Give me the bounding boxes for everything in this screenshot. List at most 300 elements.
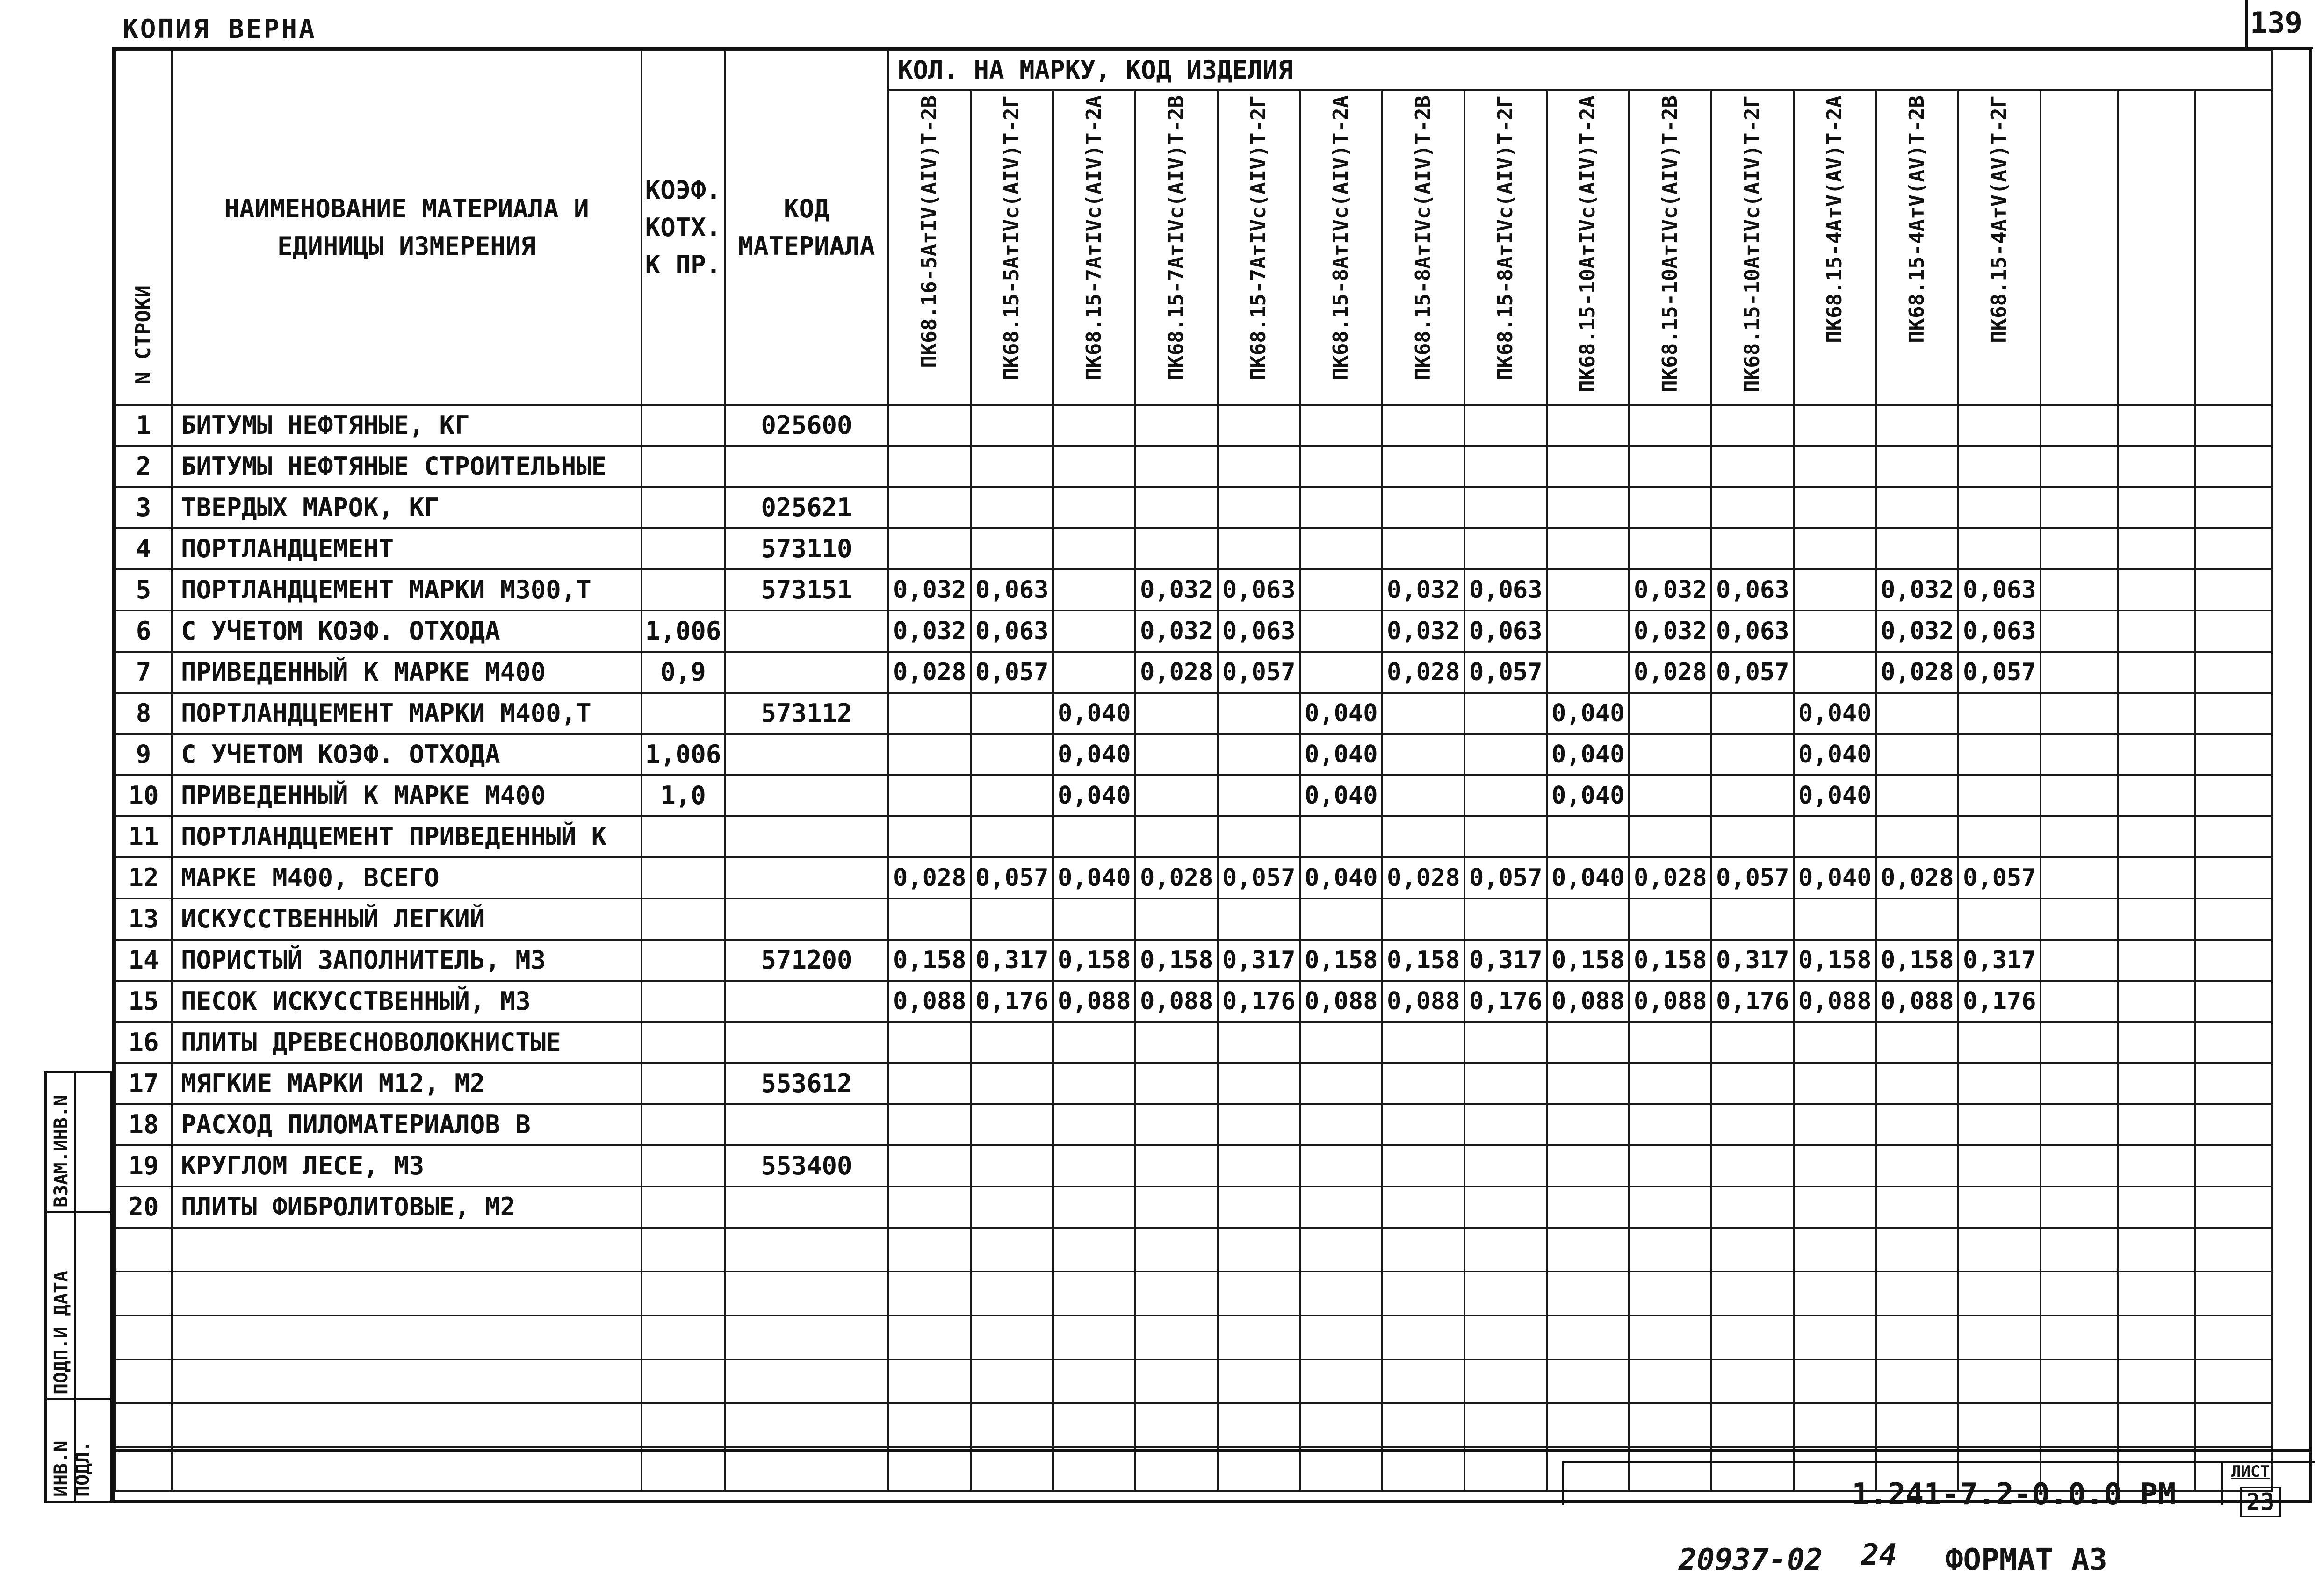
blank-cell — [1464, 1272, 1547, 1316]
quantity-cell — [2118, 446, 2195, 487]
row-number: 3 — [115, 487, 172, 528]
quantity-cell: 0,028 — [1135, 652, 1218, 693]
quantity-cell — [1711, 899, 1794, 940]
quantity-cell — [888, 1022, 971, 1063]
quantity-cell — [1300, 1145, 1382, 1186]
blank-cell — [971, 1359, 1053, 1403]
quantity-cell: 0,028 — [1382, 652, 1464, 693]
quantity-cell: 0,063 — [1711, 611, 1794, 652]
material-code — [725, 899, 888, 940]
material-name: ПОРТЛАНДЦЕМЕНТ МАРКИ М400,Т — [172, 693, 642, 734]
blank-cell — [1711, 1272, 1794, 1316]
quantity-cell — [1958, 734, 2041, 775]
quantity-cell — [1629, 693, 1711, 734]
material-code — [725, 652, 888, 693]
product-code-header — [1629, 90, 1711, 405]
row-number: 9 — [115, 734, 172, 775]
blank-cell — [2195, 1228, 2272, 1272]
product-code-header — [2041, 90, 2118, 405]
quantity-cell: 0,088 — [1794, 981, 1876, 1022]
quantity-cell — [2195, 1022, 2272, 1063]
quantity-cell: 0,063 — [971, 611, 1053, 652]
quantity-cell: 0,176 — [971, 981, 1053, 1022]
material-code: 573151 — [725, 569, 888, 611]
quantity-cell — [1464, 1186, 1547, 1228]
quantity-cell — [1794, 487, 1876, 528]
quantity-cell: 0,032 — [1629, 611, 1711, 652]
material-name: БИТУМЫ НЕФТЯНЫЕ, КГ — [172, 405, 642, 446]
quantity-cell — [1218, 528, 1300, 569]
blank-cell — [115, 1359, 172, 1403]
quantity-cell — [2195, 940, 2272, 981]
quantity-cell — [2118, 940, 2195, 981]
quantity-cell — [2041, 487, 2118, 528]
material-name: ПОРТЛАНДЦЕМЕНТ МАРКИ М300,Т — [172, 569, 642, 611]
quantity-cell — [1218, 816, 1300, 857]
blank-row — [115, 1359, 2272, 1403]
blank-cell — [2041, 1272, 2118, 1316]
quantity-cell — [1958, 899, 2041, 940]
quantity-cell — [2118, 611, 2195, 652]
product-code-label: ПК68.16-5АтIV(AIV)Т-2В — [917, 95, 941, 368]
footer-page-number: 24 — [1861, 1538, 1897, 1573]
row-number: 8 — [115, 693, 172, 734]
table-row — [115, 652, 2272, 693]
blank-cell — [1876, 1228, 1958, 1272]
quantity-cell — [1135, 816, 1218, 857]
quantity-cell — [1547, 569, 1629, 611]
product-code-header — [1218, 90, 1300, 405]
blank-cell — [2195, 1316, 2272, 1359]
quantity-cell: 0,032 — [1876, 569, 1958, 611]
quantity-cell — [1382, 1063, 1464, 1104]
quantity-cell: 0,028 — [888, 652, 971, 693]
quantity-cell: 0,158 — [1547, 940, 1629, 981]
quantity-cell — [2118, 734, 2195, 775]
coefficient — [642, 981, 725, 1022]
product-code-label: ПК68.15-7АтIVс(AIV)Т-2Г — [1247, 95, 1270, 381]
coefficient — [642, 940, 725, 981]
quantity-cell — [2118, 569, 2195, 611]
quantity-cell: 0,063 — [1218, 569, 1300, 611]
quantity-cell — [971, 775, 1053, 816]
material-code: 573112 — [725, 693, 888, 734]
quantity-cell — [1629, 1022, 1711, 1063]
quantity-cell — [2041, 816, 2118, 857]
quantity-cell: 0,040 — [1547, 857, 1629, 899]
quantity-cell: 0,176 — [1464, 981, 1547, 1022]
quantity-cell — [1053, 569, 1135, 611]
quantity-cell — [1464, 1063, 1547, 1104]
blank-cell — [1794, 1316, 1876, 1359]
quantity-cell: 0,040 — [1053, 857, 1135, 899]
quantity-cell: 0,040 — [1794, 734, 1876, 775]
quantity-cell — [1629, 446, 1711, 487]
quantity-cell — [2195, 816, 2272, 857]
quantity-cell — [1300, 528, 1382, 569]
quantity-cell — [1135, 405, 1218, 446]
quantity-cell — [1464, 734, 1547, 775]
row-number: 1 — [115, 405, 172, 446]
quantity-cell — [1629, 734, 1711, 775]
quantity-cell — [888, 693, 971, 734]
margin-stamp-strip — [44, 1071, 112, 1503]
blank-cell — [1218, 1316, 1300, 1359]
quantity-cell — [1053, 487, 1135, 528]
blank-cell — [1053, 1228, 1135, 1272]
quantity-cell — [1464, 487, 1547, 528]
blank-cell — [115, 1228, 172, 1272]
quantity-cell — [2195, 446, 2272, 487]
material-name: ПОРТЛАНДЦЕМЕНТ ПРИВЕДЕННЫЙ К — [172, 816, 642, 857]
table-row — [115, 1022, 2272, 1063]
quantity-cell — [1958, 1104, 2041, 1145]
material-code: 573110 — [725, 528, 888, 569]
blank-cell — [172, 1447, 642, 1491]
quantity-cell — [1547, 405, 1629, 446]
quantity-cell: 0,040 — [1547, 775, 1629, 816]
product-code-header — [1958, 90, 2041, 405]
quantity-cell — [888, 446, 971, 487]
quantity-cell: 0,040 — [1053, 734, 1135, 775]
quantity-cell — [888, 1145, 971, 1186]
quantity-cell — [2118, 775, 2195, 816]
quantity-cell — [1464, 899, 1547, 940]
quantity-cell — [2195, 405, 2272, 446]
quantity-cell — [1547, 487, 1629, 528]
quantity-cell — [1382, 405, 1464, 446]
quantity-cell — [888, 528, 971, 569]
product-code-header — [1547, 90, 1629, 405]
quantity-cell — [971, 899, 1053, 940]
quantity-cell — [1547, 1022, 1629, 1063]
blank-row — [115, 1228, 2272, 1272]
blank-cell — [2118, 1403, 2195, 1447]
table-row — [115, 1063, 2272, 1104]
coefficient: 1,0 — [642, 775, 725, 816]
quantity-cell — [888, 1104, 971, 1145]
table-row — [115, 775, 2272, 816]
header-row-group — [115, 50, 2272, 90]
product-code-header — [1794, 90, 1876, 405]
quantity-cell — [1794, 405, 1876, 446]
material-code — [725, 816, 888, 857]
quantity-cell — [1135, 446, 1218, 487]
quantity-cell: 0,088 — [1876, 981, 1958, 1022]
quantity-cell — [1300, 405, 1382, 446]
blank-cell — [1053, 1447, 1135, 1491]
blank-cell — [1382, 1316, 1464, 1359]
quantity-cell — [971, 1022, 1053, 1063]
table-row — [115, 734, 2272, 775]
quantity-cell: 0,063 — [971, 569, 1053, 611]
quantity-cell — [1135, 1063, 1218, 1104]
quantity-cell: 0,088 — [1135, 981, 1218, 1022]
quantity-cell — [1300, 1104, 1382, 1145]
quantity-cell: 0,158 — [1794, 940, 1876, 981]
quantity-cell — [1135, 1104, 1218, 1145]
quantity-cell — [971, 1186, 1053, 1228]
quantity-cell — [2041, 734, 2118, 775]
quantity-cell — [1794, 816, 1876, 857]
product-code-header — [2195, 90, 2272, 405]
quantity-cell — [2195, 1104, 2272, 1145]
blank-cell — [1958, 1359, 2041, 1403]
quantity-cell — [1382, 528, 1464, 569]
quantity-cell — [1794, 1145, 1876, 1186]
quantity-cell — [1382, 734, 1464, 775]
blank-cell — [2195, 1403, 2272, 1447]
quantity-cell — [2118, 1063, 2195, 1104]
product-code-header — [1382, 90, 1464, 405]
quantity-cell: 0,158 — [1876, 940, 1958, 981]
material-code — [725, 981, 888, 1022]
margin-cell-signature-date — [47, 1213, 110, 1400]
row-number: 17 — [115, 1063, 172, 1104]
product-code-header — [888, 90, 971, 405]
quantity-cell — [1794, 1022, 1876, 1063]
quantity-cell — [1958, 816, 2041, 857]
margin-cell-original-inv — [47, 1400, 110, 1501]
blank-cell — [1464, 1316, 1547, 1359]
quantity-cell: 0,040 — [1547, 693, 1629, 734]
margin-cell-replacement-inv — [47, 1073, 110, 1213]
quantity-cell — [1958, 1145, 2041, 1186]
coefficient — [642, 857, 725, 899]
row-number: 19 — [115, 1145, 172, 1186]
quantity-cell — [2041, 405, 2118, 446]
quantity-cell — [2118, 899, 2195, 940]
quantity-cell: 0,040 — [1794, 693, 1876, 734]
table-row — [115, 1186, 2272, 1228]
blank-cell — [1958, 1228, 2041, 1272]
quantity-cell — [971, 446, 1053, 487]
blank-cell — [2041, 1228, 2118, 1272]
blank-cell — [725, 1403, 888, 1447]
quantity-cell: 0,176 — [1958, 981, 2041, 1022]
blank-cell — [1135, 1272, 1218, 1316]
blank-cell — [1711, 1403, 1794, 1447]
quantity-cell — [1053, 446, 1135, 487]
blank-cell — [1300, 1447, 1382, 1491]
quantity-cell — [1382, 1104, 1464, 1145]
product-code-label: ПК68.15-8АтIVс(AIV)Т-2А — [1329, 95, 1353, 381]
quantity-cell: 0,032 — [888, 611, 971, 652]
blank-cell — [1794, 1228, 1876, 1272]
material-name: РАСХОД ПИЛОМАТЕРИАЛОВ В — [172, 1104, 642, 1145]
material-code — [725, 1104, 888, 1145]
header-coefficient: КОЭФ. КОТХ. К ПР. — [642, 50, 725, 405]
quantity-cell — [888, 816, 971, 857]
quantity-cell — [1218, 1145, 1300, 1186]
coefficient — [642, 693, 725, 734]
quantity-cell — [1711, 1145, 1794, 1186]
coefficient — [642, 487, 725, 528]
blank-cell — [1876, 1272, 1958, 1316]
quantity-cell — [2041, 1022, 2118, 1063]
quantity-cell — [1629, 1186, 1711, 1228]
blank-cell — [1464, 1403, 1547, 1447]
quantity-cell — [1547, 1145, 1629, 1186]
material-name: МАРКЕ М400, ВСЕГО — [172, 857, 642, 899]
blank-cell — [172, 1403, 642, 1447]
quantity-cell — [1300, 1022, 1382, 1063]
quantity-cell — [2195, 1186, 2272, 1228]
quantity-cell — [1547, 528, 1629, 569]
quantity-cell — [1218, 693, 1300, 734]
quantity-cell — [2041, 528, 2118, 569]
blank-cell — [971, 1272, 1053, 1316]
blank-cell — [1218, 1359, 1300, 1403]
quantity-cell — [1876, 1186, 1958, 1228]
product-code-header — [1053, 90, 1135, 405]
quantity-cell: 0,063 — [1464, 569, 1547, 611]
material-name: ПОРИСТЫЙ ЗАПОЛНИТЕЛЬ, М3 — [172, 940, 642, 981]
quantity-cell — [971, 1145, 1053, 1186]
quantity-cell — [971, 693, 1053, 734]
quantity-cell: 0,032 — [1876, 611, 1958, 652]
quantity-cell — [2195, 734, 2272, 775]
quantity-cell — [971, 816, 1053, 857]
quantity-cell — [1547, 899, 1629, 940]
quantity-cell — [1382, 775, 1464, 816]
blank-cell — [1218, 1403, 1300, 1447]
quantity-cell — [2041, 652, 2118, 693]
quantity-cell — [1300, 611, 1382, 652]
quantity-cell — [2118, 1022, 2195, 1063]
blank-cell — [1547, 1359, 1629, 1403]
quantity-cell — [1876, 734, 1958, 775]
blank-cell — [888, 1403, 971, 1447]
quantity-cell — [1053, 1022, 1135, 1063]
material-name: ПРИВЕДЕННЫЙ К МАРКЕ М400 — [172, 775, 642, 816]
blank-row — [115, 1272, 2272, 1316]
quantity-cell — [2118, 693, 2195, 734]
material-code — [725, 857, 888, 899]
blank-cell — [1382, 1447, 1464, 1491]
quantity-cell — [1218, 487, 1300, 528]
table-row — [115, 446, 2272, 487]
table-row — [115, 899, 2272, 940]
quantity-cell — [2041, 775, 2118, 816]
quantity-cell — [1464, 1104, 1547, 1145]
blank-cell — [1382, 1359, 1464, 1403]
material-name: ПОРТЛАНДЦЕМЕНТ — [172, 528, 642, 569]
quantity-cell — [1629, 528, 1711, 569]
blank-cell — [2118, 1272, 2195, 1316]
quantity-cell — [1382, 693, 1464, 734]
quantity-cell — [1382, 487, 1464, 528]
coefficient — [642, 528, 725, 569]
product-code-header — [2118, 90, 2195, 405]
blank-cell — [971, 1228, 1053, 1272]
quantity-cell — [1053, 1063, 1135, 1104]
blank-cell — [2195, 1272, 2272, 1316]
blank-cell — [1464, 1228, 1547, 1272]
quantity-cell: 0,040 — [1053, 775, 1135, 816]
quantity-cell — [1794, 446, 1876, 487]
coefficient — [642, 1063, 725, 1104]
material-name: МЯГКИЕ МАРКИ М12, М2 — [172, 1063, 642, 1104]
blank-cell — [2041, 1403, 2118, 1447]
quantity-cell — [1547, 611, 1629, 652]
row-number: 14 — [115, 940, 172, 981]
blank-cell — [1794, 1272, 1876, 1316]
quantity-cell — [2195, 1063, 2272, 1104]
quantity-cell: 0,028 — [1629, 857, 1711, 899]
quantity-cell — [1218, 1063, 1300, 1104]
quantity-cell — [1629, 1145, 1711, 1186]
quantity-cell — [2118, 1104, 2195, 1145]
quantity-cell: 0,028 — [1876, 652, 1958, 693]
quantity-cell — [2041, 857, 2118, 899]
material-code — [725, 1186, 888, 1228]
blank-cell — [725, 1316, 888, 1359]
blank-cell — [1300, 1403, 1382, 1447]
quantity-cell — [971, 1104, 1053, 1145]
quantity-cell — [1876, 693, 1958, 734]
quantity-cell — [888, 775, 971, 816]
row-number: 7 — [115, 652, 172, 693]
blank-cell — [1547, 1272, 1629, 1316]
blank-cell — [725, 1447, 888, 1491]
quantity-cell: 0,057 — [1711, 652, 1794, 693]
quantity-cell — [1711, 775, 1794, 816]
product-code-label: ПК68.15-10АтIVс(AIV)Т-2В — [1658, 95, 1682, 393]
product-code-label: ПК68.15-4АтV(AV)Т-2Г — [1987, 95, 2011, 343]
quantity-cell — [888, 1063, 971, 1104]
coefficient — [642, 446, 725, 487]
quantity-cell — [1382, 446, 1464, 487]
quantity-cell: 0,088 — [888, 981, 971, 1022]
blank-cell — [642, 1272, 725, 1316]
blank-cell — [1135, 1228, 1218, 1272]
quantity-cell: 0,088 — [1053, 981, 1135, 1022]
quantity-cell — [1629, 487, 1711, 528]
quantity-cell — [1876, 899, 1958, 940]
quantity-cell: 0,040 — [1794, 775, 1876, 816]
quantity-cell — [1300, 899, 1382, 940]
quantity-cell — [888, 899, 971, 940]
quantity-cell — [1958, 528, 2041, 569]
blank-row — [115, 1403, 2272, 1447]
product-code-header — [1876, 90, 1958, 405]
header-row-number — [115, 50, 172, 405]
coefficient — [642, 1186, 725, 1228]
quantity-cell — [1053, 528, 1135, 569]
blank-cell — [1464, 1447, 1547, 1491]
quantity-cell: 0,040 — [1547, 734, 1629, 775]
quantity-cell — [2041, 940, 2118, 981]
quantity-cell — [2195, 775, 2272, 816]
material-code — [725, 611, 888, 652]
quantity-cell — [1629, 1104, 1711, 1145]
quantity-cell — [1218, 775, 1300, 816]
quantity-cell — [1794, 1104, 1876, 1145]
blank-cell — [1382, 1403, 1464, 1447]
product-code-label: ПК68.15-5АтIVс(AIV)Т-2Г — [1000, 95, 1024, 381]
blank-cell — [1629, 1272, 1711, 1316]
quantity-cell — [1053, 899, 1135, 940]
blank-cell — [642, 1447, 725, 1491]
quantity-cell — [1135, 1186, 1218, 1228]
quantity-cell: 0,057 — [1218, 652, 1300, 693]
quantity-cell — [1876, 775, 1958, 816]
quantity-cell: 0,176 — [1711, 981, 1794, 1022]
document-code: 1.241-7.2-0.0.0 РМ — [1852, 1477, 2176, 1512]
quantity-cell — [1547, 816, 1629, 857]
blank-cell — [725, 1359, 888, 1403]
